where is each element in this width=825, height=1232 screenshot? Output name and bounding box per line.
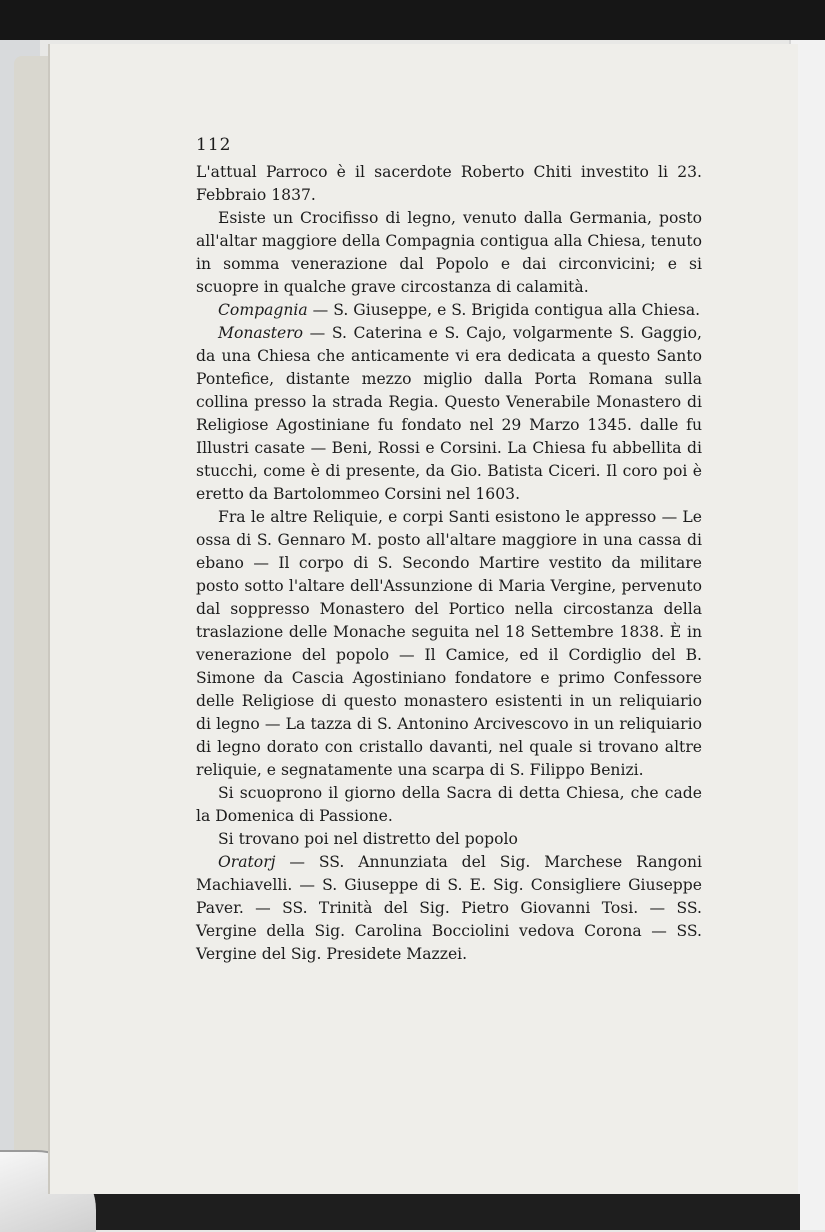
paragraph-2: Esiste un Crocifisso di legno, venuto dalla Germania, posto all'altar maggiore della Compagnia contigua alla Chiesa, tenuto in somma venerazione dal Popolo e dai circonvicini; e si scuopre in qualche grave circostanza di calamità. (196, 209, 702, 296)
paragraph-1: L'attual Parroco è il sacerdote Roberto Chiti investito li 23. Febbraio 1837. (196, 163, 702, 204)
paragraph-monastero: Monastero — S. Caterina e S. Cajo, volgarmente S. Gaggio, da una Chiesa che anticamente vi era dedicata a questo Santo Pontefice, distante mezzo miglio dalla Porta Romana sulla collina presso la strada Regia. Questo Venerabile Monastero di Religiose Agostiniane fu fondato nel 29 Marzo 1345. dalle fu Illustri casate — Beni, Rossi e Corsini. La Chiesa fu abbellita di stucchi, come è di presente, da Gio. Batista Ciceri. Il coro poi è eretto da Bartolommeo Corsini nel 1603. (196, 324, 702, 503)
scan-bottom-border (60, 1194, 800, 1230)
paragraph-oratorj: Oratorj — SS. Annunziata del Sig. Marchese Rangoni Machiavelli. — S. Giuseppe di S. E. Sig. Consigliere Giuseppe Paver. — SS. Trinità del Sig. Pietro Giovanni Tosi. — SS. Vergine della Sig. Carolina Bocciolini vedova Corona — SS. Vergine del Sig. Presidete Mazzei. (196, 853, 702, 963)
section-label-oratorj: Oratorj (218, 853, 276, 871)
paragraph-reliquie: Fra le altre Reliquie, e corpi Santi esistono le appresso — Le ossa di S. Gennaro M. posto all'altare maggiore in una cassa di ebano — Il corpo di S. Secondo Martire vestito da militare posto sotto l'altare dell'Assunzione di Maria Vergine, pervenuto dal soppresso Monastero del Portico nella circostanza della traslazione delle Monache seguita nel 18 Settembre 1838. È in venerazione del popolo — Il Camice, ed il Cordiglio del B. Simone da Cascia Agostiniano fondatore e primo Confessore delle Religiose di questo monastero esistenti in un reliquiario di legno — La tazza di S. Antonino Arcivescovo in un reliquiario di legno dorato con cristallo davanti, nel quale si trovano altre reliquie, e segnatamente una scarpa di S. Filippo Benizi. (196, 508, 702, 779)
paragraph-distretto: Si trovano poi nel distretto del popolo (218, 830, 518, 848)
section-label-monastero: Monastero (218, 324, 304, 342)
paragraph-scuoprono: Si scuoprono il giorno della Sacra di detta Chiesa, che cade la Domenica di Passione. (196, 784, 702, 825)
scan-top-border (0, 0, 825, 40)
page-number: 112 (196, 135, 232, 155)
page-text (196, 134, 702, 966)
section-label-compagnia: Compagnia (218, 301, 308, 319)
paragraph-compagnia: Compagnia — S. Giuseppe, e S. Brigida contigua alla Chiesa. (218, 301, 701, 319)
